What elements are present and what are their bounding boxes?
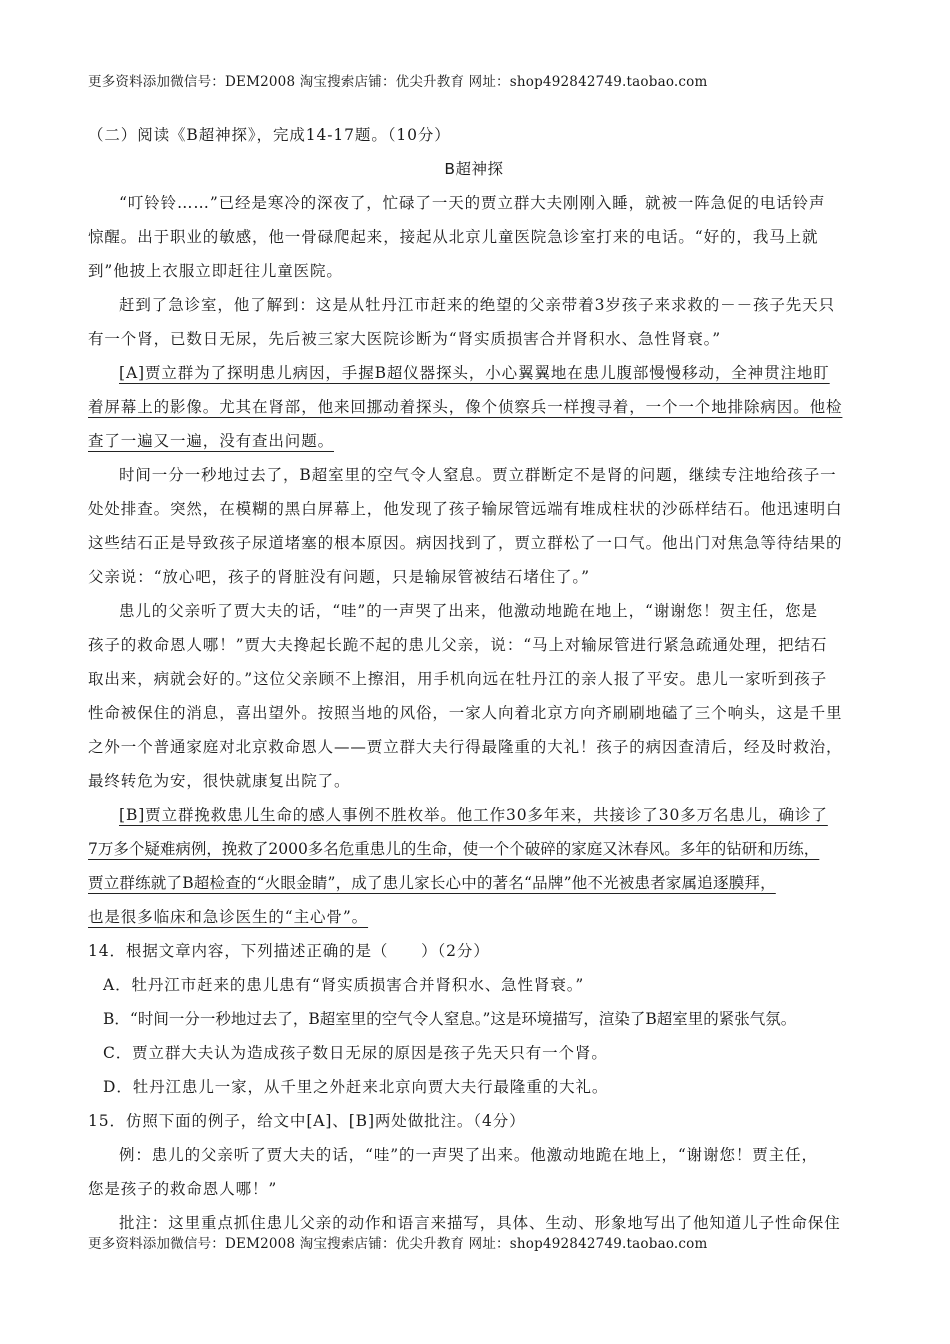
annotation-b-text-4: 也是很多临床和急诊医生的“主心骨”。: [88, 908, 369, 926]
paragraph-3-line-1: 时间一分一秒地过去了，B超室里的空气令人窒息。贾立群断定不是肾的问题，继续专注地给孩子一: [119, 466, 837, 484]
annotation-b-line-3: [88, 866, 860, 900]
paragraph-2-line-1: 赶到了急诊室，他了解到：这是从牡丹江市赶来的绝望的父亲带着3岁孩子来求救的－－孩子先天只: [119, 296, 835, 314]
annotation-a-text-1: [A]贾立群为了探明患儿病因，手握B超仪器探头，小心翼翼地在患儿腹部慢慢移动，全神贯注地盯: [119, 364, 830, 382]
annotation-a-line-3: [88, 424, 860, 458]
question-14-option-c: C．贾立群大夫认为造成孩子数日无尿的原因是孩子先天只有一个肾。: [103, 1044, 608, 1062]
annotation-b-line-1: [88, 798, 860, 832]
paragraph-3-line-2: 处处排查。突然，在模糊的黑白屏幕上，他发现了孩子输尿管远端有堆成柱状的沙砾样结石。他迅速明白: [88, 500, 843, 518]
question-14-option-d: D．牡丹江患儿一家，从千里之外赶来北京向贾大夫行最隆重的大礼。: [103, 1078, 609, 1096]
article-title: B超神探: [444, 160, 504, 178]
paragraph-4-line-6: 最终转危为安，很快就康复出院了。: [88, 772, 351, 790]
page-footer-watermark: 更多资料添加微信号：DEM2008 淘宝搜索店铺：优尖升教育 网址：shop492842749.taobao.com: [88, 1236, 708, 1252]
section-intro: （二）阅读《B超神探》，完成14-17题。（10分）: [88, 126, 451, 144]
annotation-b-line-4: [88, 900, 860, 934]
annotation-a-line-2: [88, 390, 860, 424]
question-15-stem: 15．仿照下面的例子，给文中[A]、[B]两处做批注。（4分）: [88, 1112, 526, 1130]
annotation-b-text-3: 贾立群练就了B超检查的“火眼金睛”，成了患儿家长心中的著名“品牌”他不光被患者家属追逐膜拜，: [88, 874, 776, 892]
document-body: [88, 118, 860, 1240]
paragraph-1-line-3: 到”他披上衣服立即赶往儿童医院。: [88, 262, 343, 280]
annotation-b-text-2: 7万多个疑难病例，挽救了2000多名危重患儿的生命，使一个个破碎的家庭又沐春风。多年的钻研和历练，: [88, 840, 820, 858]
paragraph-3-line-4: 父亲说：“放心吧，孩子的肾脏没有问题，只是输尿管被结石堵住了。”: [88, 568, 590, 586]
paragraph-1-line-2: 惊醒。出于职业的敏感，他一骨碌爬起来，接起从北京儿童医院急诊室打来的电话。“好的，我马上就: [88, 228, 819, 246]
annotation-b-text-1: [B]贾立群挽救患儿生命的感人事例不胜枚举。他工作30多年来，共接诊了30多万名患儿，确诊了: [119, 806, 828, 824]
paragraph-3-line-3: 这些结石正是导致孩子尿道堵塞的根本原因。病因找到了，贾立群松了一口气。他出门对焦急等待结果的: [88, 534, 843, 552]
annotation-a-line-1: [88, 356, 860, 390]
question-14-option-a: A．牡丹江市赶来的患儿患有“肾实质损害合并肾积水、急性肾衰。”: [103, 976, 585, 994]
annotation-a-text-3: 查了一遍又一遍，没有查出问题。: [88, 432, 335, 450]
paragraph-4-line-1: 患儿的父亲听了贾大夫的话，“哇”的一声哭了出来，他激动地跪在地上，“谢谢您！贺主任，您是: [119, 602, 818, 620]
page-header-watermark: 更多资料添加微信号：DEM2008 淘宝搜索店铺：优尖升教育 网址：shop492842749.taobao.com: [88, 74, 708, 90]
question-15-note: 批注：这里重点抓住患儿父亲的动作和语言来描写，具体、生动、形象地写出了他知道儿子性命保住: [119, 1214, 841, 1232]
paragraph-4-line-4: 性命被保住的消息，喜出望外。按照当地的风俗，一家人向着北京方向齐刷刷地磕了三个响头，这是千里: [88, 704, 843, 722]
paragraph-2-line-2: 有一个肾，已数日无尿，先后被三家大医院诊断为“肾实质损害合并肾积水、急性肾衰。”: [88, 330, 722, 348]
paragraph-4-line-2: 孩子的救命恩人哪！”贾大夫搀起长跪不起的患儿父亲，说：“马上对输尿管进行紧急疏通处理，把结石: [88, 636, 828, 654]
question-14-stem: 14．根据文章内容，下列描述正确的是（ ）（2分）: [88, 942, 490, 960]
question-14-option-b: B．“时间一分一秒地过去了，B超室里的空气令人窒息。”这是环境描写，渲染了B超室里的紧张气氛。: [103, 1010, 797, 1028]
annotation-a-text-2: 着屏幕上的影像。尤其在肾部，他来回挪动着探头，像个侦察兵一样搜寻着，一个一个地排除病因。他检: [88, 398, 843, 416]
paragraph-1-line-1: “叮铃铃……”已经是寒冷的深夜了，忙碌了一天的贾立群大夫刚刚入睡，就被一阵急促的电话铃声: [119, 194, 826, 212]
annotation-b-line-2: [88, 832, 860, 866]
paragraph-4-line-5: 之外一个普通家庭对北京救命恩人——贾立群大夫行得最隆重的大礼！孩子的病因查清后，经及时救治，: [88, 738, 843, 756]
paragraph-4-line-3: 取出来，病就会好的。”这位父亲顾不上擦泪，用手机向远在牡丹江的亲人报了平安。患儿一家听到孩子: [88, 670, 828, 688]
question-15-example-line-1: 例：患儿的父亲听了贾大夫的话，“哇”的一声哭了出来。他激动地跪在地上，“谢谢您！贾主任，: [119, 1146, 818, 1164]
question-15-example-line-2: 您是孩子的救命恩人哪！”: [88, 1180, 278, 1198]
